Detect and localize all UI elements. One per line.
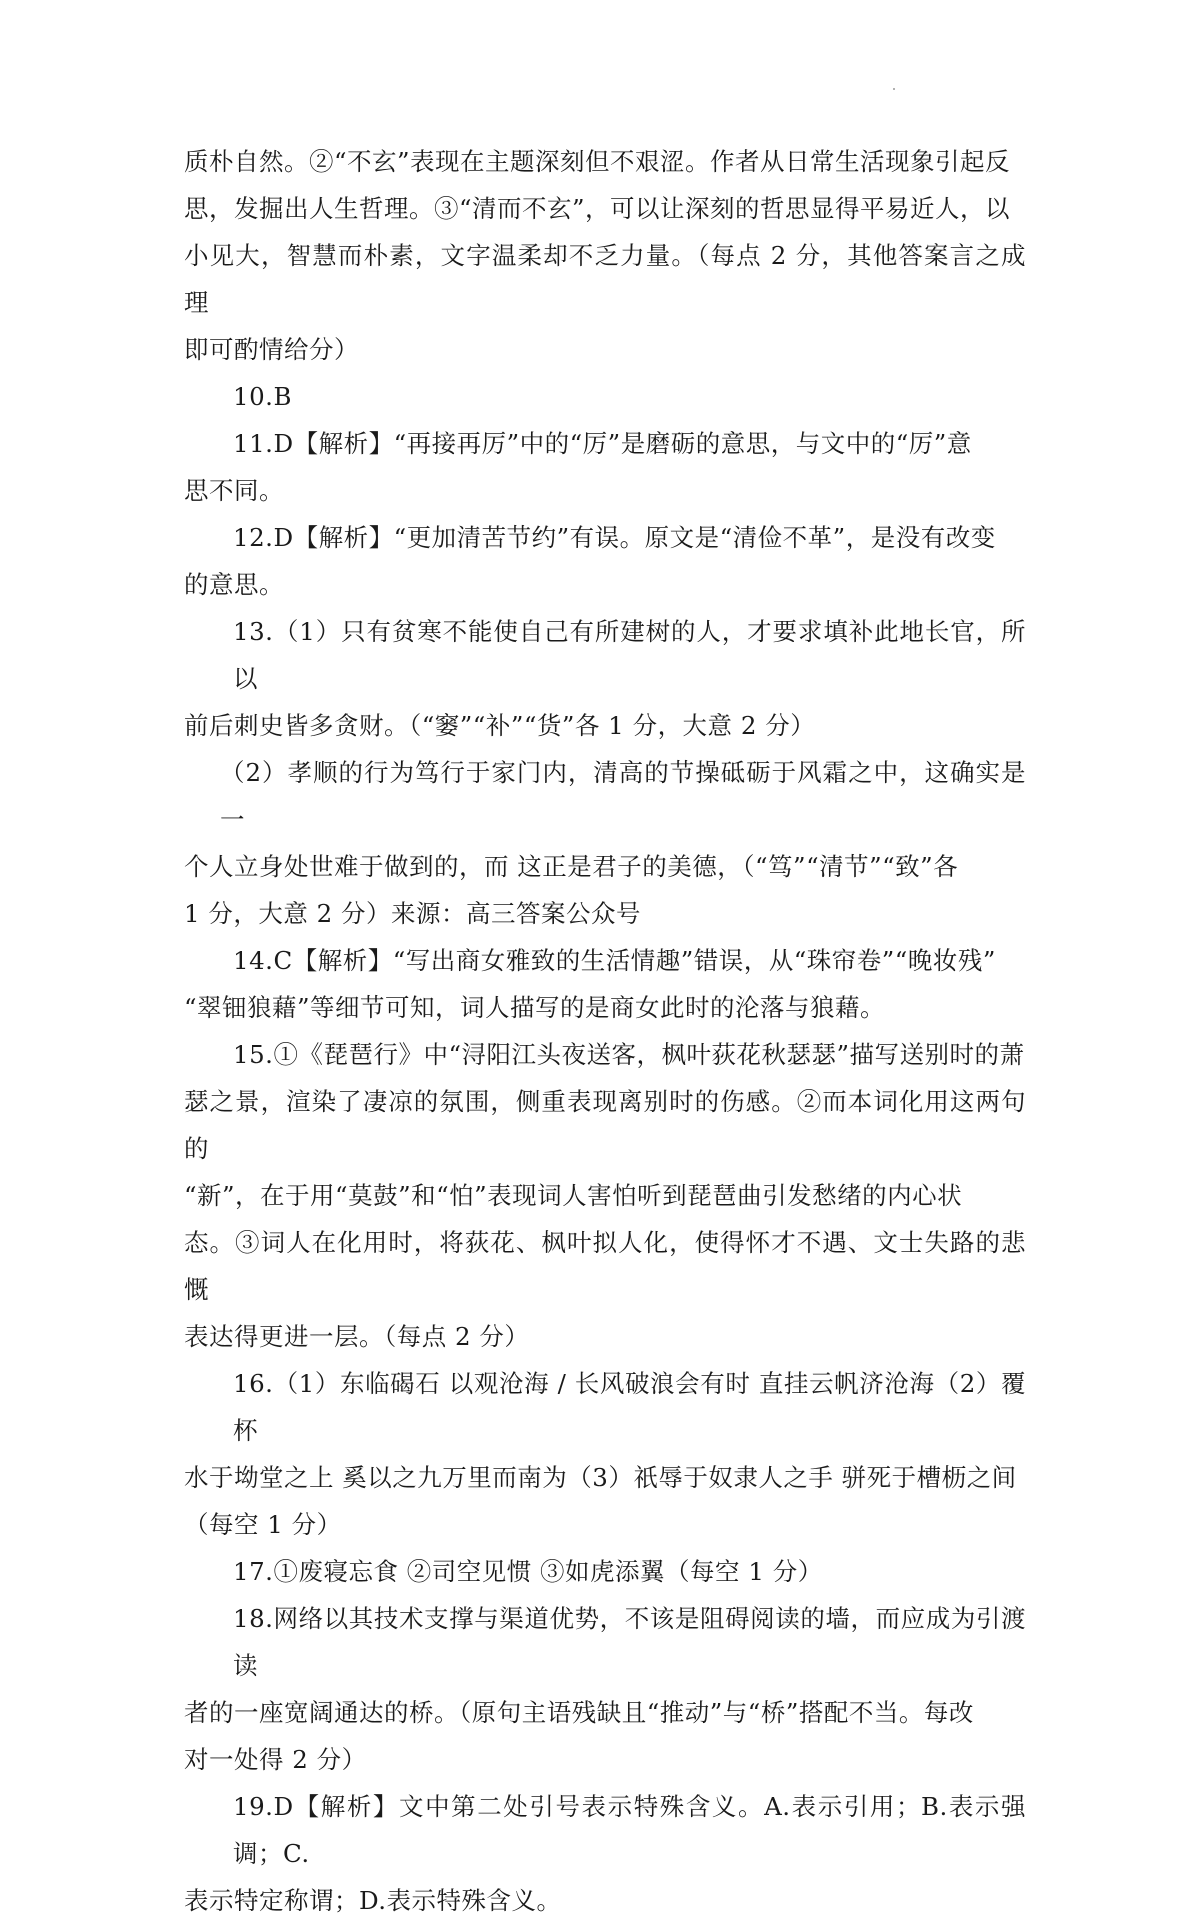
text-line: 瑟之景，渲染了凄凉的氛围，侧重表现离别时的伤感。②而本词化用这两句的 bbox=[184, 1087, 1026, 1163]
text-line: 者的一座宽阔通达的桥。（原句主语残缺且“推动”与“桥”搭配不当。每改 bbox=[184, 1698, 974, 1727]
text-line: “新”，在于用“莫鼓”和“怕”表现词人害怕听到琵琶曲引发愁绪的内心状 bbox=[184, 1181, 963, 1210]
answer-paragraph-19 bbox=[184, 1783, 1026, 1924]
text-line: 11.D【解析】“再接再厉”中的“厉”是磨砺的意思，与文中的“厉”意 bbox=[233, 429, 972, 458]
text-line: 即可酌情给分） bbox=[184, 335, 359, 364]
text-line: 思不同。 bbox=[184, 476, 284, 505]
answer-paragraph-18 bbox=[184, 1595, 1026, 1783]
text-line: 质朴自然。②“不玄”表现在主题深刻但不艰涩。作者从日常生活现象引起反 bbox=[184, 147, 1011, 176]
answer-paragraph-15 bbox=[184, 1031, 1026, 1360]
answer-paragraph-10 bbox=[184, 373, 1026, 420]
text-line: 17.①废寝忘食 ②司空见惯 ③如虎添翼（每空 1 分） bbox=[233, 1557, 823, 1586]
text-line: 水于坳堂之上 奚以之九万里而南为（3）祇辱于奴隶人之手 骈死于槽枥之间 bbox=[184, 1463, 1017, 1492]
answer-paragraph-13-2 bbox=[184, 749, 1026, 937]
answer-paragraph-16 bbox=[184, 1360, 1026, 1548]
text-line: （2）孝顺的行为笃行于家门内，清高的节操砥砺于风霜之中，这确实是一 bbox=[220, 758, 1026, 834]
text-line: 表达得更进一层。（每点 2 分） bbox=[184, 1322, 530, 1351]
text-line: 1 分，大意 2 分）来源：高三答案公众号 bbox=[184, 899, 642, 928]
answer-paragraph-11 bbox=[184, 420, 1026, 514]
answer-paragraph-12 bbox=[184, 514, 1026, 608]
text-line: 个人立身处世难于做到的，而 这正是君子的美德，（“笃”“清节”“致”各 bbox=[184, 852, 959, 881]
text-line: 表示特定称谓；D.表示特殊含义。 bbox=[184, 1886, 562, 1915]
text-line: 对一处得 2 分） bbox=[184, 1745, 367, 1774]
answer-paragraph-9-continued bbox=[184, 138, 1026, 373]
text-line: 前后刺史皆多贪财。（“窭”“补”“货”各 1 分，大意 2 分） bbox=[184, 711, 816, 740]
text-line: 16.（1）东临碣石 以观沧海 / 长风破浪会有时 直挂云帆济沧海（2）覆杯 bbox=[233, 1369, 1026, 1445]
text-line: 15.①《琵琶行》中“浔阳江头夜送客，枫叶荻花秋瑟瑟”描写送别时的萧 bbox=[233, 1040, 1025, 1069]
text-line: 18.网络以其技术支撑与渠道优势，不该是阻碍阅读的墙，而应成为引渡读 bbox=[233, 1604, 1026, 1680]
answer-paragraph-14 bbox=[184, 937, 1026, 1031]
answer-paragraph-13-1 bbox=[184, 608, 1026, 749]
text-line: （每空 1 分） bbox=[184, 1510, 342, 1539]
scan-speck bbox=[893, 88, 895, 90]
text-line: “翠钿狼藉”等细节可知，词人描写的是商女此时的沦落与狼藉。 bbox=[184, 993, 886, 1022]
text-line: 的意思。 bbox=[184, 570, 284, 599]
answer-key-body bbox=[184, 138, 1026, 1924]
text-line: 思，发掘出人生哲理。③“清而不玄”，可以让深刻的哲思显得平易近人，以 bbox=[184, 194, 1011, 223]
text-line: 12.D【解析】“更加清苦节约”有误。原文是“清俭不革”，是没有改变 bbox=[233, 523, 996, 552]
text-line: 13.（1）只有贫寒不能使自己有所建树的人，才要求填补此地长官，所以 bbox=[233, 617, 1026, 693]
text-line: 10.B bbox=[233, 382, 292, 411]
text-line: 小见大，智慧而朴素，文字温柔却不乏力量。（每点 2 分，其他答案言之成理 bbox=[184, 241, 1026, 317]
answer-paragraph-17 bbox=[184, 1548, 1026, 1595]
text-line: 态。③词人在化用时，将荻花、枫叶拟人化，使得怀才不遇、文士失路的悲慨 bbox=[184, 1228, 1026, 1304]
text-line: 14.C【解析】“写出商女雅致的生活情趣”错误，从“珠帘卷”“晚妆残” bbox=[233, 946, 996, 975]
text-line: 19.D【解析】文中第二处引号表示特殊含义。A.表示引用；B.表示强调；C. bbox=[233, 1792, 1026, 1868]
